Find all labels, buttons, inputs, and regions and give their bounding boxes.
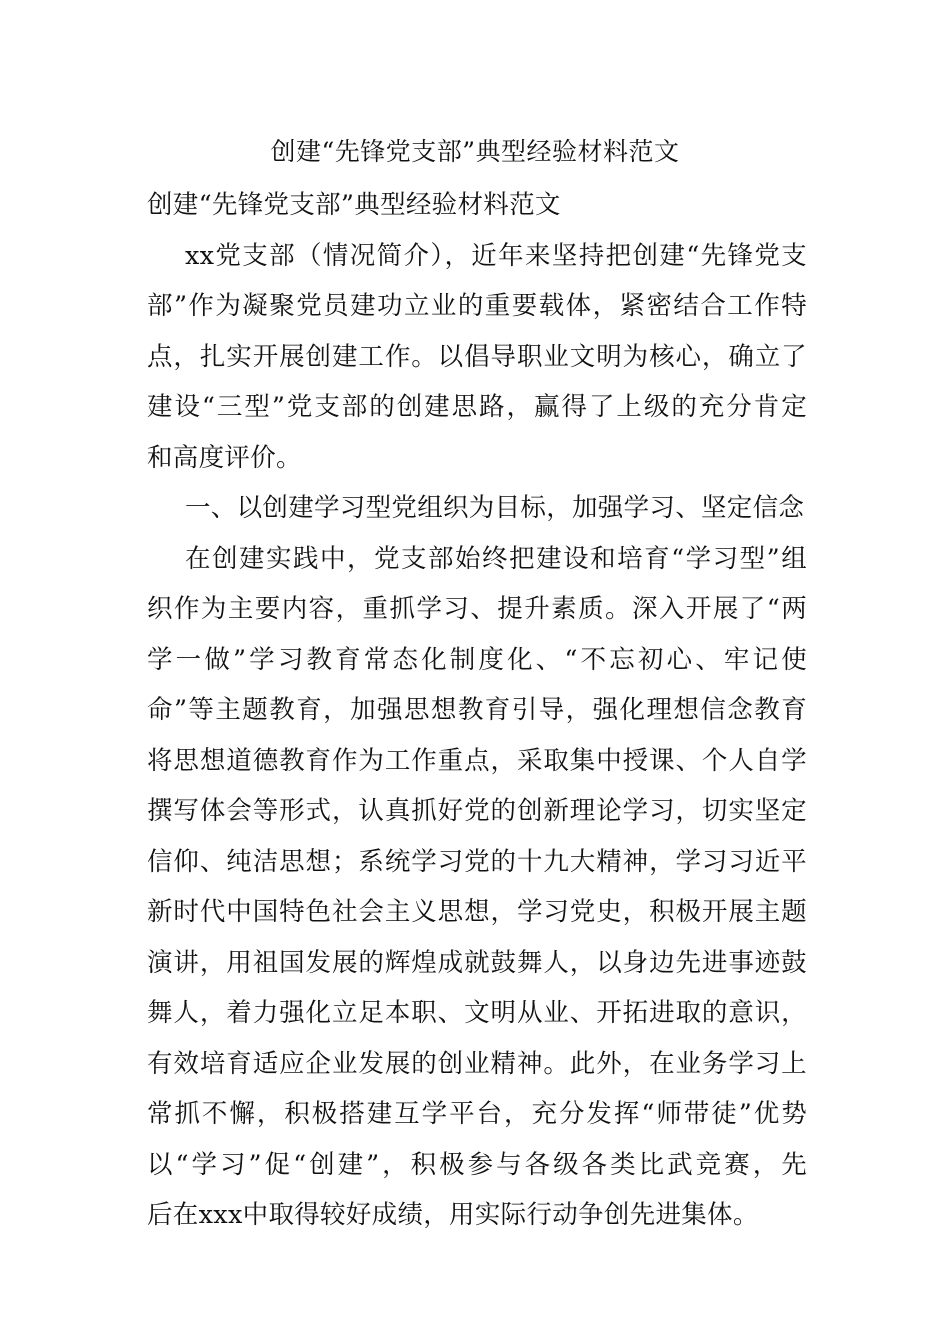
text-line: 建设“三型”党支部的创建思路，赢得了上级的充分肯定 xyxy=(147,392,807,422)
text-line: 后在xxx中取得较好成绩，用实际行动争创先进集体。 xyxy=(147,1200,759,1230)
text-line: 以“学习”促“创建”，积极参与各级各类比武竞赛，先 xyxy=(147,1149,807,1180)
text-line: 织作为主要内容，重抓学习、提升素质。深入开展了“两 xyxy=(147,594,807,624)
text-line: 部”作为凝聚党员建功立业的重要载体，紧密结合工作特 xyxy=(147,291,807,321)
text-line: 在创建实践中，党支部始终把建设和培育“学习型”组 xyxy=(185,543,807,574)
text-line: 舞人，着力强化立足本职、文明从业、开拓进取的意识， xyxy=(147,998,807,1028)
text-line: 信仰、纯洁思想；系统学习党的十九大精神，学习习近平 xyxy=(147,846,807,877)
text-line: 撰写体会等形式，认真抓好党的创新理论学习，切实坚定 xyxy=(147,796,807,826)
text-line: xx党支部（情况简介），近年来坚持把创建“先锋党支 xyxy=(185,240,807,271)
document-body xyxy=(147,180,807,1241)
document-title: 创建“先锋党支部”典型经验材料范文 xyxy=(270,137,680,166)
text-line: 学一做”学习教育常态化制度化、“不忘初心、牢记使 xyxy=(147,644,807,675)
section-heading: 一、以创建学习型党组织为目标，加强学习、坚定信念 xyxy=(185,493,805,523)
text-line: 常抓不懈，积极搭建互学平台，充分发挥“师带徒”优势 xyxy=(147,1099,807,1129)
text-line: 演讲，用祖国发展的辉煌成就鼓舞人，以身边先进事迹鼓 xyxy=(147,947,807,978)
text-line: 将思想道德教育作为工作重点，采取集中授课、个人自学 xyxy=(147,745,807,776)
text-line: 和高度评价。 xyxy=(147,442,302,473)
text-line: 命”等主题教育，加强思想教育引导，强化理想信念教育 xyxy=(147,695,807,725)
text-line: 创建“先锋党支部”典型经验材料范文 xyxy=(147,190,561,220)
text-line: 有效培育适应企业发展的创业精神。此外，在业务学习上 xyxy=(147,1048,807,1079)
text-line: 新时代中国特色社会主义思想，学习党史，积极开展主题 xyxy=(147,897,807,927)
text-line: 点，扎实开展创建工作。以倡导职业文明为核心，确立了 xyxy=(147,341,807,372)
